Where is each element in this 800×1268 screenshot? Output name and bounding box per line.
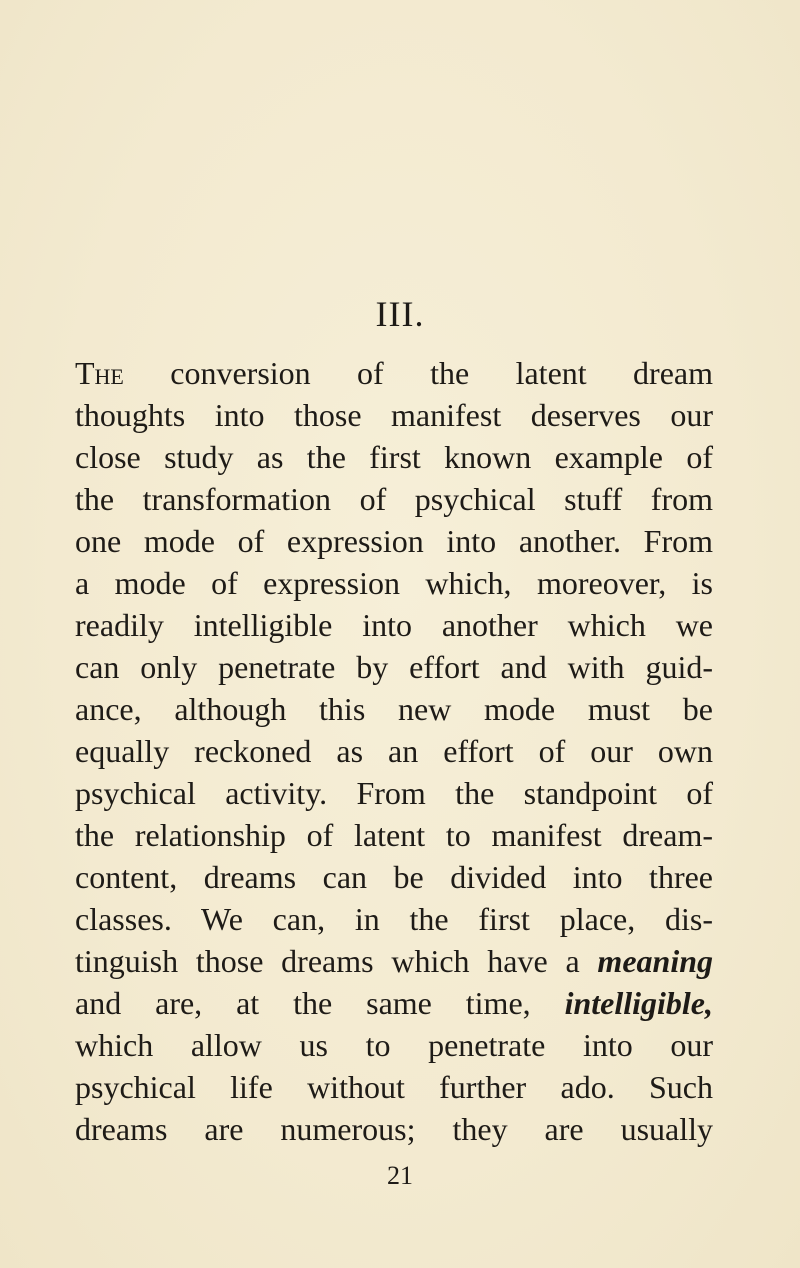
drop-word: The <box>75 355 124 391</box>
text-line: dreams are numerous; they are usually <box>75 1111 713 1147</box>
text-line: the relationship of latent to manifest dream- <box>75 817 713 853</box>
text-line: equally reckoned as an effort of our own <box>75 733 713 769</box>
text-line: psychical life without further ado. Such <box>75 1069 713 1105</box>
body-text <box>75 352 713 1150</box>
text-line: readily intelligible into another which we <box>75 607 713 643</box>
emphasis-meaning: meaning <box>597 943 713 979</box>
text-line: content, dreams can be divided into three <box>75 859 713 895</box>
text-line: psychical activity. From the standpoint of <box>75 775 713 811</box>
text-line: which allow us to penetrate into our <box>75 1027 713 1063</box>
text-line: one mode of expression into another. From <box>75 523 713 559</box>
text-line: the transformation of psychical stuff from <box>75 481 713 517</box>
text-line: can only penetrate by effort and with guid- <box>75 649 713 685</box>
text-line: classes. We can, in the first place, dis- <box>75 901 713 937</box>
text-line: tinguish those dreams which have a meaning <box>75 943 713 979</box>
text-line: close study as the first known example of <box>75 439 713 475</box>
text-line: ance, although this new mode must be <box>75 691 713 727</box>
text-line: a mode of expression which, moreover, is <box>75 565 713 601</box>
text-line: thoughts into those manifest deserves our <box>75 397 713 433</box>
text-line: and are, at the same time, intelligible, <box>75 985 713 1021</box>
chapter-number: III. <box>375 294 425 334</box>
emphasis-intelligible: intelligible, <box>564 985 713 1021</box>
page-number: 21 <box>387 1161 413 1190</box>
text-line: The conversion of the latent dream <box>75 355 713 391</box>
